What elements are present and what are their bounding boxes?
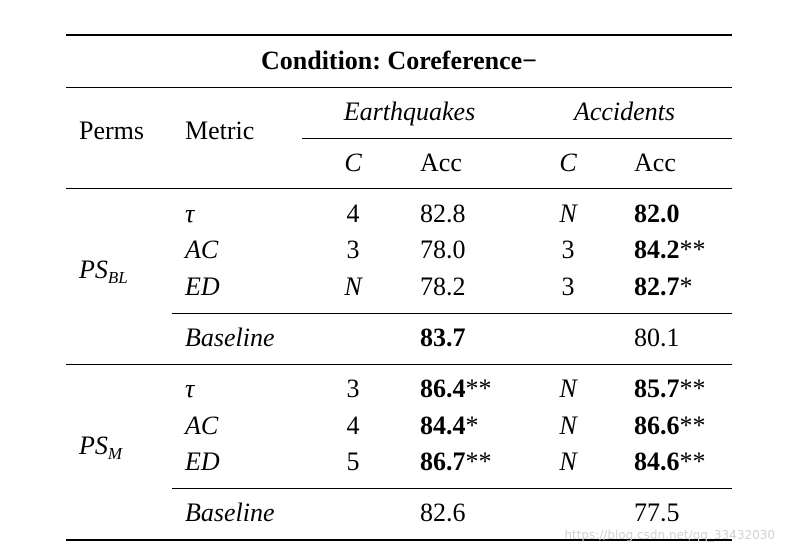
baseline-eq-acc: 82.6 (420, 498, 466, 527)
eq-c-value: 4 (346, 411, 360, 440)
perm-ps-bl: $PS_{BL}$ (79, 255, 128, 287)
eq-acc-value: 78.2 (420, 272, 466, 301)
ps-bl-baseline-rule (172, 313, 732, 314)
metric-label: ED (185, 272, 220, 301)
eq-acc-value: 78.0 (420, 235, 466, 264)
baseline-ac-acc: 80.1 (634, 323, 680, 352)
eq-c-value: 3 (346, 235, 360, 264)
ac-c-value: N (559, 199, 577, 228)
ac-acc-value: 82.7* (634, 272, 693, 301)
eq-c-value: 4 (346, 199, 360, 228)
metric-label: τ (185, 199, 195, 228)
ps-m-baseline-rule (172, 488, 732, 489)
ac-acc-value: 84.6** (634, 447, 706, 476)
ac-c-value: 3 (561, 272, 575, 301)
ac-c-value: N (559, 374, 577, 403)
eq-acc-value: 86.4** (420, 374, 492, 403)
ac-acc-value: 84.2** (634, 235, 706, 264)
metric-label: AC (185, 411, 219, 440)
header-accidents: Accidents (573, 97, 676, 126)
baseline-ac-acc: 77.5 (634, 498, 680, 527)
header-eq-acc: Acc (420, 148, 462, 177)
ac-c-value: N (559, 447, 577, 476)
eq-acc-value: 82.8 (420, 199, 466, 228)
header-eq-c: C (344, 148, 362, 177)
baseline-label: Baseline (185, 498, 275, 527)
header-earthquakes: Earthquakes (343, 97, 476, 126)
eq-acc-value: 84.4* (420, 411, 479, 440)
baseline-eq-acc: 83.7 (420, 323, 466, 352)
section-divider-rule (66, 364, 732, 365)
baseline-label: Baseline (185, 323, 275, 352)
table-title: Condition: Coreference− (261, 46, 537, 75)
group-header-rule (302, 138, 732, 139)
header-perms: Perms (79, 116, 144, 145)
watermark: https://blog.csdn.net/qq_33432030 (564, 528, 775, 542)
eq-c-value: 5 (346, 447, 360, 476)
header-ac-c: C (559, 148, 577, 177)
ac-acc-value: 86.6** (634, 411, 706, 440)
metric-label: τ (185, 374, 195, 403)
ac-c-value: 3 (561, 235, 575, 264)
ac-acc-value: 82.0 (634, 199, 680, 228)
header-metric: Metric (185, 116, 255, 145)
ac-acc-value: 85.7** (634, 374, 706, 403)
eq-acc-value: 86.7** (420, 447, 492, 476)
eq-c-value: N (344, 272, 362, 301)
perm-ps-m: $PS_M$ (79, 431, 123, 463)
metric-label: AC (185, 235, 219, 264)
metric-label: ED (185, 447, 220, 476)
top-rule (66, 34, 732, 36)
header-ac-acc: Acc (634, 148, 676, 177)
title-rule (66, 87, 732, 88)
ac-c-value: N (559, 411, 577, 440)
header-bottom-rule (66, 188, 732, 189)
eq-c-value: 3 (346, 374, 360, 403)
